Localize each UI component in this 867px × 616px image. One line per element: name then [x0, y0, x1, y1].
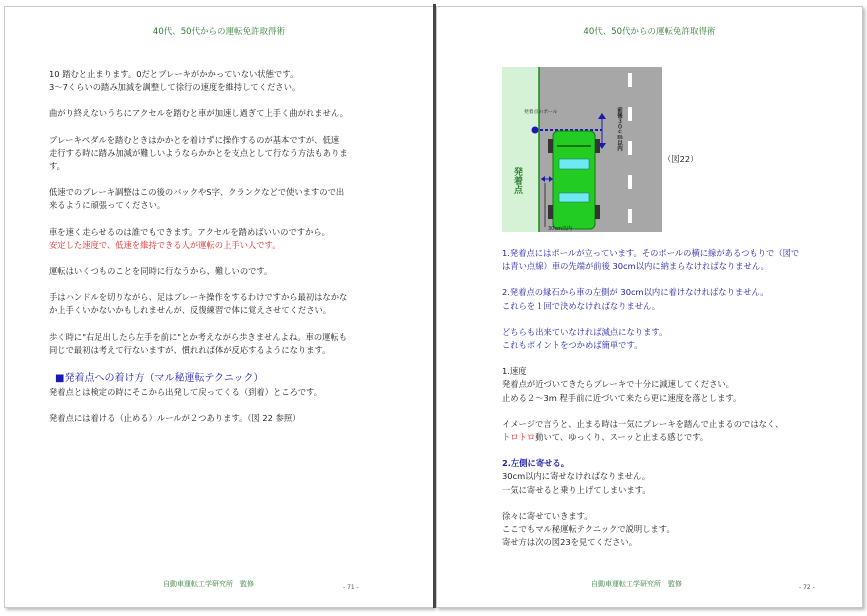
subheading: 2.左側に寄せる。 — [502, 458, 570, 469]
paragraph: イメージで言うと、止まる時は一気にブレーキを踏んで止まるのではなく、 トロトロ動いて、ゆっくり、スーッと止まる感じです。 — [502, 418, 784, 443]
right-body — [502, 247, 852, 549]
left-page-header: 40代、50代からの運転免許取得術 — [152, 27, 286, 37]
paragraph: 車を速く走らせるのは誰でもできます。アクセルを踏めばいいのですから。 安定した速度で、低速を維持できる人が運転の上手い人です。 — [49, 226, 330, 250]
right-page-number: - 72 - — [799, 584, 815, 591]
pole-label: 発着点のポール — [524, 110, 558, 115]
red-emphasis: トロトロ — [502, 432, 536, 443]
paragraph: ブレーキペダルを踏むときはかかとを着けずに操作するのが基本ですが、低速 走行する時に踏み加減が難しいようならかかとを支点として行なう方法もありま す。 — [49, 134, 348, 172]
paragraph: 低速でのブレーキ調整はこの後のバックやS字、クランクなどで使いますので出 来るように頑張ってください。 — [49, 187, 345, 211]
paragraph: 曲がり終えないうちにアクセルを踏むと車が加速し過ぎて上手く曲がれません。 — [49, 108, 348, 119]
square-bullet-icon: ■ — [55, 373, 65, 385]
paragraph: 2.発着点の縁石から車の左側が 30cm以内に着けなければなりません。 これらを１回で決めなければなりません。 — [502, 287, 769, 311]
paragraph: 発着点とは検定の時にそこから出発して戻ってくる（到着）ところです。 — [49, 387, 323, 398]
left-page-number: - 71 - — [343, 584, 359, 591]
parking-diagram-figure — [502, 67, 662, 232]
side-label: 30cm以内 — [548, 226, 572, 232]
paragraph: 徐々に寄せていきます。 ここでもマル秘運転テクニックで説明します。 寄せ方は次の図23を見てください。 — [502, 510, 675, 548]
paragraph: どちらも出来ていなければ減点になります。 これもポイントをつかめば簡単です。 — [502, 326, 668, 351]
paragraph: 発着点には着ける（止める）ルールが２つあります。（図 22 参照） — [49, 413, 301, 424]
paragraph: 1.発着点にはポールが立っています。そのポールの横に線があるつもりで（図で は青い点線）車の先端が前後 30cm以内に納まらなければなりません。 — [502, 248, 800, 272]
right-footer: 自動車運転工学研究所 監修 — [591, 580, 682, 588]
left-page — [4, 6, 434, 608]
distance-label: 前後３０ｃｍ以内 — [616, 107, 622, 151]
paragraph: 歩く時に"右足出したら左手を前に"とか考えながら歩きませんよね。車の運転も 同じで最初は考えて行ないますが、慣れれば体が反応するようになります。 — [49, 331, 348, 355]
curb-area — [502, 67, 539, 232]
red-emphasis: 安定した速度で、低速を維持できる人が運転の上手い人です。 — [49, 239, 281, 250]
section-heading: ■発着点への着け方（マル秘運転テクニック） — [55, 373, 264, 385]
area-label: 発着点 — [512, 167, 522, 194]
right-page — [436, 6, 863, 608]
left-footer: 自動車運転工学研究所 監修 — [163, 580, 254, 588]
right-page-header: 40代、50代からの運転免許取得術 — [583, 27, 716, 37]
paragraph: 手はハンドルを切りながら、足はブレーキ操作をするわけですから最初はなかな か上手くいかないかもしれませんが、反復練習で体に覚えさせてください。 — [49, 292, 348, 316]
car-top-view — [548, 131, 600, 229]
paragraph: 運転はいくつものことを同時に行なうから、難しいのです。 — [49, 266, 273, 277]
paragraph: 1.速度 発着点が近づいてきたらブレーキで十分に減速してください。 止める２～3m 程手前に近づいて来たら更に速度を落とします。 — [502, 366, 742, 403]
paragraph: 2.左側に寄せる。 30cm以内に寄せなければなりません。 一気に寄せると乗り上げてしまいます。 — [502, 458, 651, 495]
left-body — [49, 68, 419, 425]
figure-caption: （図22） — [663, 154, 699, 164]
paragraph: 10 踏むと止まります。0だとブレーキがかかっていない状態です。 3～7くらいの踏み加減を調整して徐行の速度を維持してください。 — [49, 69, 301, 93]
